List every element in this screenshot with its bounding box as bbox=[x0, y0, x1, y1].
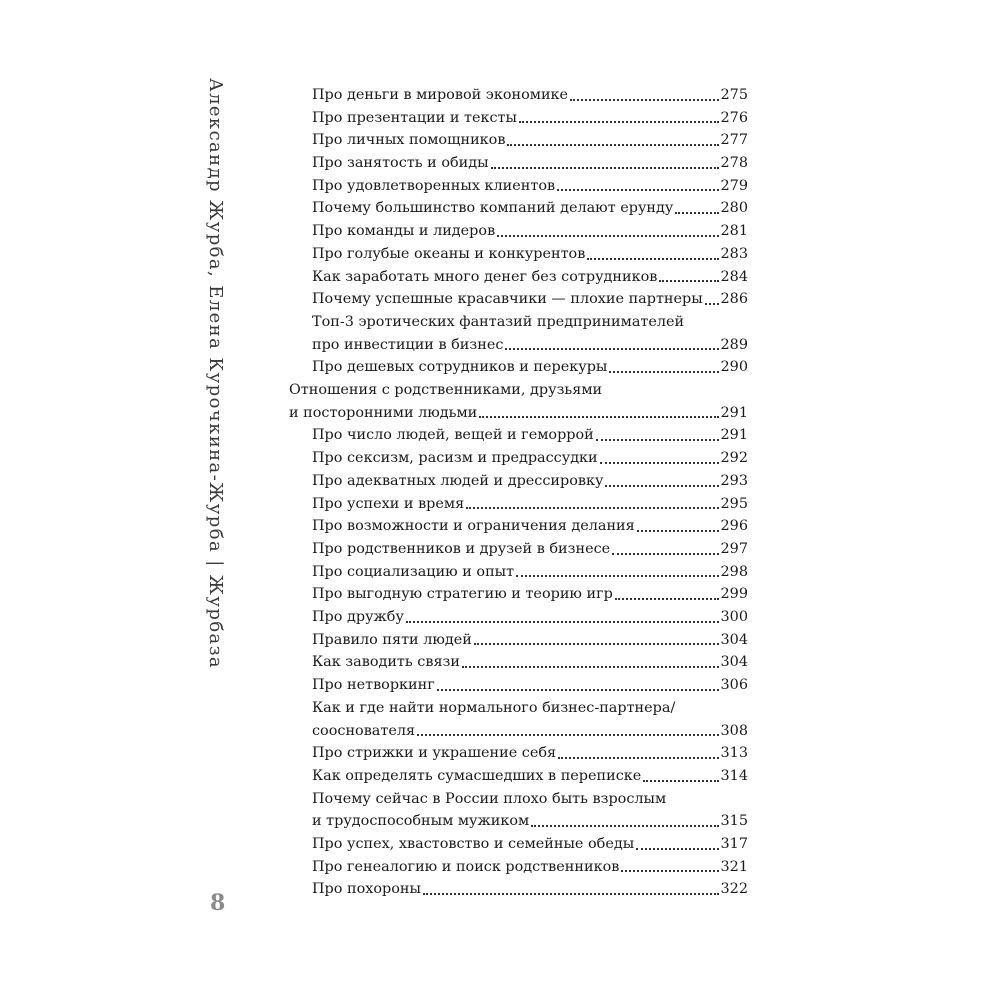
toc-entry bbox=[312, 220, 748, 243]
toc-entry-title: Про стрижки и украшение себя bbox=[312, 745, 557, 762]
toc-leader-dots bbox=[557, 189, 718, 191]
toc-entry-title: Отношения с родственниками, друзьями bbox=[289, 382, 603, 399]
toc-entry-line bbox=[312, 311, 748, 334]
toc-entry bbox=[312, 470, 748, 493]
toc-entry-title: Почему большинство компаний делают ерунду bbox=[312, 200, 674, 217]
toc-leader-dots bbox=[519, 121, 719, 123]
toc-entry bbox=[312, 765, 748, 788]
toc-entry-title: Про успехи и время bbox=[312, 495, 465, 512]
toc-page-number: 317 bbox=[720, 836, 748, 853]
toc-page-number: 306 bbox=[720, 677, 748, 694]
toc-entry-title: сооснователя bbox=[312, 722, 416, 739]
toc-entry bbox=[312, 198, 748, 221]
toc-leader-dots bbox=[491, 167, 719, 169]
toc-entry-title: Как заводить связи bbox=[312, 654, 460, 671]
toc-leader-dots bbox=[466, 507, 718, 509]
toc-page-number: 278 bbox=[720, 155, 748, 172]
toc-entry bbox=[312, 129, 748, 152]
toc-entry bbox=[312, 742, 748, 765]
toc-entry bbox=[312, 152, 748, 175]
toc-entry bbox=[312, 288, 748, 311]
toc-leader-dots bbox=[570, 99, 718, 101]
toc-entry-line bbox=[312, 788, 748, 811]
toc-entry-title: Как определять сумасшедших в переписке bbox=[312, 767, 642, 784]
toc-page-number: 304 bbox=[720, 631, 748, 648]
toc-entry bbox=[312, 447, 748, 470]
toc-page-number: 293 bbox=[720, 472, 748, 489]
toc-entry bbox=[312, 84, 748, 107]
toc-entry bbox=[312, 175, 748, 198]
toc-page-number: 308 bbox=[720, 722, 748, 739]
running-header: Александр Журба, Елена Курочкина-Журба | Журбаза bbox=[205, 78, 226, 670]
toc-entry-title: про инвестиции в бизнес bbox=[312, 336, 504, 353]
toc-leader-dots bbox=[479, 416, 718, 418]
toc-entry bbox=[312, 561, 748, 584]
toc-leader-dots bbox=[587, 258, 718, 260]
toc-page-number: 313 bbox=[720, 745, 748, 762]
toc-entry-title: Про генеалогию и поиск родственников bbox=[312, 858, 620, 875]
toc-leader-dots bbox=[600, 462, 719, 464]
toc-leader-dots bbox=[637, 530, 719, 532]
toc-page-number: 277 bbox=[720, 132, 748, 149]
toc-leader-dots bbox=[609, 371, 718, 373]
toc-entry-title: Про занятость и обиды bbox=[312, 155, 489, 172]
toc-page-number: 322 bbox=[720, 881, 748, 898]
toc-entry bbox=[289, 402, 748, 425]
toc-leader-dots bbox=[505, 348, 718, 350]
toc-entry-title: Про деньги в мировой экономике bbox=[312, 86, 569, 103]
toc-page-number: 283 bbox=[720, 245, 748, 262]
toc-page-number: 281 bbox=[720, 223, 748, 240]
toc-entry-title: Про родственников и друзей в бизнесе bbox=[312, 540, 611, 557]
toc-entry-title: и посторонними людьми bbox=[289, 404, 478, 421]
toc-page-number: 286 bbox=[720, 291, 748, 308]
toc-entry bbox=[312, 629, 748, 652]
toc-entry-title: Про выгодную стратегию и теорию игр bbox=[312, 586, 613, 603]
toc-page-number: 290 bbox=[720, 359, 748, 376]
toc-leader-dots bbox=[462, 666, 719, 668]
toc-entry bbox=[312, 107, 748, 130]
toc-entry-title: Про личных помощников bbox=[312, 132, 506, 149]
toc-leader-dots bbox=[507, 144, 718, 146]
toc-leader-dots bbox=[423, 893, 719, 895]
toc-page-number: 304 bbox=[720, 654, 748, 671]
toc-entry bbox=[312, 425, 748, 448]
toc-leader-dots bbox=[636, 848, 718, 850]
page-number: 8 bbox=[210, 890, 226, 916]
toc-page-number: 276 bbox=[720, 109, 748, 126]
toc-entry bbox=[312, 674, 748, 697]
toc-page-number: 291 bbox=[720, 427, 748, 444]
toc-entry bbox=[312, 879, 748, 902]
toc-entry bbox=[312, 493, 748, 516]
toc-entry-title: Про дружбу bbox=[312, 609, 404, 626]
toc-page-number: 279 bbox=[720, 177, 748, 194]
toc-page-number: 275 bbox=[720, 86, 748, 103]
toc-entry bbox=[312, 583, 748, 606]
toc-page-number: 321 bbox=[720, 858, 748, 875]
toc-entry-line bbox=[312, 697, 748, 720]
toc-entry-title: Про адекватных людей и дрессировку bbox=[312, 472, 604, 489]
toc-leader-dots bbox=[643, 780, 718, 782]
toc-entry bbox=[312, 652, 748, 675]
toc-page-number: 298 bbox=[720, 563, 748, 580]
toc-entry-title: и трудоспособным мужиком bbox=[312, 813, 530, 830]
toc-entry bbox=[312, 266, 748, 289]
toc-entry bbox=[312, 515, 748, 538]
toc-leader-dots bbox=[437, 689, 719, 691]
toc-entry bbox=[312, 720, 748, 743]
toc-entry-title: Почему успешные красавчики — плохие партнеры bbox=[312, 291, 703, 308]
toc-entry bbox=[312, 243, 748, 266]
toc-entry-title: Топ-3 эротических фантазий предпринимателей bbox=[312, 313, 685, 330]
toc-entry-title: Про социализацию и опыт bbox=[312, 563, 515, 580]
toc-leader-dots bbox=[474, 643, 719, 645]
toc-leader-dots bbox=[406, 621, 719, 623]
toc-entry bbox=[312, 538, 748, 561]
toc-leader-dots bbox=[531, 825, 718, 827]
toc-entry-title: Про возможности и ограничения делания bbox=[312, 518, 635, 535]
toc-entry bbox=[312, 334, 748, 357]
toc-leader-dots bbox=[558, 757, 718, 759]
toc-leader-dots bbox=[621, 870, 718, 872]
toc-entry-title: Про похороны bbox=[312, 881, 421, 898]
toc-entry-title: Про нетворкинг bbox=[312, 677, 435, 694]
toc-page-number: 296 bbox=[720, 518, 748, 535]
toc-entry-title: Про успех, хвастовство и семейные обеды bbox=[312, 836, 635, 853]
toc-leader-dots bbox=[497, 235, 718, 237]
toc-entry-title: Про голубые океаны и конкурентов bbox=[312, 245, 586, 262]
toc-entry-title: Про команды и лидеров bbox=[312, 223, 496, 240]
toc-leader-dots bbox=[659, 280, 718, 282]
toc-entry bbox=[312, 856, 748, 879]
toc-page-number: 292 bbox=[720, 450, 748, 467]
toc-entry-title: Правило пяти людей bbox=[312, 631, 472, 648]
toc-leader-dots bbox=[516, 575, 718, 577]
toc-entry bbox=[312, 833, 748, 856]
toc-leader-dots bbox=[596, 439, 719, 441]
toc-page-number: 314 bbox=[720, 767, 748, 784]
toc-page-number: 284 bbox=[720, 268, 748, 285]
toc-page-number: 297 bbox=[720, 540, 748, 557]
toc-entry-title: Про сексизм, расизм и предрассудки bbox=[312, 450, 598, 467]
toc-entry-title: Про число людей, вещей и геморрой bbox=[312, 427, 594, 444]
toc-page-number: 295 bbox=[720, 495, 748, 512]
toc-entry-title: Про презентации и тексты bbox=[312, 109, 517, 126]
toc-leader-dots bbox=[612, 553, 718, 555]
toc-page-number: 291 bbox=[720, 404, 748, 421]
toc-page-number: 299 bbox=[720, 586, 748, 603]
toc-leader-dots bbox=[705, 303, 719, 305]
toc-leader-dots bbox=[417, 734, 718, 736]
toc-leader-dots bbox=[675, 212, 718, 214]
toc-page-number: 315 bbox=[720, 813, 748, 830]
toc-entry-title: Как заработать много денег без сотрудников bbox=[312, 268, 658, 285]
toc-entry-title: Про дешевых сотрудников и перекуры bbox=[312, 359, 608, 376]
toc-leader-dots bbox=[605, 485, 718, 487]
toc-leader-dots bbox=[615, 598, 719, 600]
toc-entry-line bbox=[289, 379, 748, 402]
toc-entry bbox=[312, 356, 748, 379]
toc-entry-title: Про удовлетворенных клиентов bbox=[312, 177, 556, 194]
toc-page-number: 289 bbox=[720, 336, 748, 353]
toc-entry-title: Почему сейчас в России плохо быть взрослым bbox=[312, 790, 667, 807]
toc-entry-title: Как и где найти нормального бизнес-партнера/ bbox=[312, 699, 676, 716]
toc-page-number: 280 bbox=[720, 200, 748, 217]
toc-page-number: 300 bbox=[720, 609, 748, 626]
toc-entry bbox=[312, 606, 748, 629]
toc-entry bbox=[312, 810, 748, 833]
